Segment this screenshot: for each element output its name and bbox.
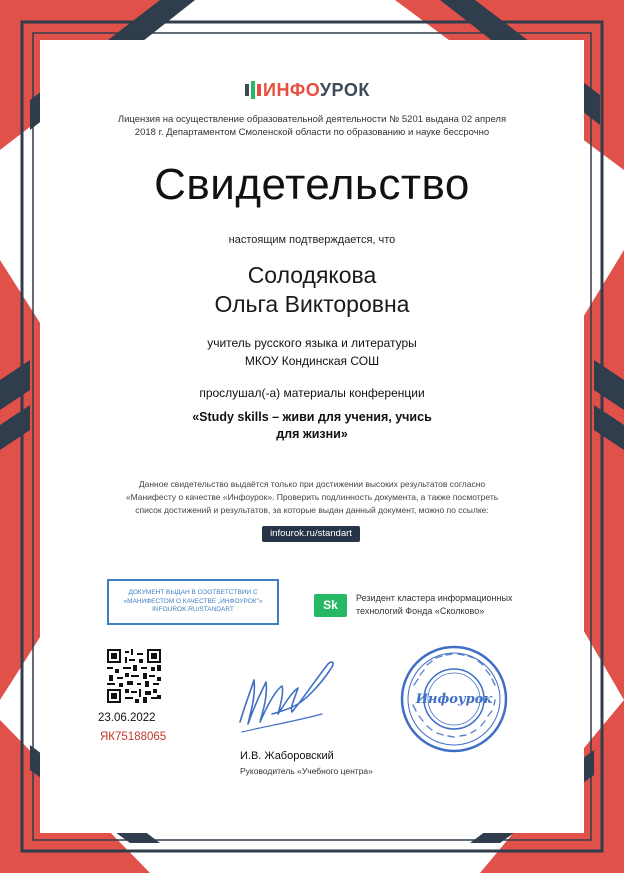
company-seal: [400, 645, 508, 753]
quality-stamp-line-1: ДОКУМЕНТ ВЫДАН В СООТВЕТСТВИИ С: [128, 589, 258, 596]
recipient-role: учитель русского языка и литературы: [207, 336, 417, 350]
issue-date: 23.06.2022: [98, 712, 156, 724]
attended-text: прослушал(-а) материалы конференции: [199, 386, 425, 400]
signature-image: [232, 652, 342, 742]
skolkovo-logo: [314, 594, 347, 617]
license-line-1: Лицензия на осуществление образовательной деятельности № 5201 выдана 02 апреля: [117, 114, 507, 125]
resident-line-2: технологий Фонда «Сколково»: [356, 606, 485, 616]
note-line-1: Данное свидетельство выдаётся только при достижении высоких результатов согласно: [138, 479, 486, 489]
quality-manifest-stamp: [107, 579, 279, 625]
license-line-2: 2018 г. Департаментом Смоленской области по образованию и науке бессрочно: [134, 127, 490, 138]
skolkovo-resident-text: [356, 592, 526, 618]
logo-wordmark: [263, 80, 370, 101]
resident-line-1: Резидент кластера информационных: [356, 593, 513, 603]
signer-name: И.В. Жаборовский: [240, 750, 334, 762]
logo-prefix: ИНФО: [263, 79, 320, 100]
qr-code-icon[interactable]: [107, 649, 161, 703]
event-title-line-2: для жизни»: [276, 427, 348, 441]
infourok-logo: [245, 79, 385, 101]
event-title-line-1: «Study skills – живи для учения, учись: [192, 410, 432, 424]
license-text: [0, 113, 624, 139]
logo-suffix: УРОК: [319, 79, 370, 100]
quality-stamp-line-3: INFOUROK.RU/STANDART: [152, 606, 234, 613]
infourok-logo-icon: [245, 81, 261, 99]
recipient-position: [0, 334, 624, 370]
confirmation-text: настоящим подтверждается, что: [228, 234, 396, 246]
verification-note: [110, 478, 514, 517]
quality-stamp-line-2: «МАНИФЕСТОМ О КАЧЕСТВЕ „ИНФОУРОК"»: [123, 597, 263, 605]
recipient-name: [0, 261, 624, 319]
certificate-title: Свидетельство: [154, 160, 470, 209]
signer-role: Руководитель «Учебного центра»: [240, 766, 373, 776]
recipient-given-name: Ольга Викторовна: [214, 291, 410, 317]
skolkovo-logo-text: Sk: [323, 598, 338, 612]
recipient-surname: Солодякова: [247, 262, 377, 288]
note-line-2: «Манифесту о качестве «Инфоурок». Проверить подлинность документа, а также посмотреть: [125, 492, 499, 502]
recipient-school: МКОУ Кондинская СОШ: [244, 354, 380, 368]
seal-center-text: Инфоурок: [415, 692, 493, 707]
note-line-3: список достижений и результатов, за которые выдан данный документ, можно по ссылке:: [135, 505, 489, 515]
verification-link[interactable]: infourok.ru/standart: [262, 526, 360, 542]
certificate-id: ЯК75188065: [100, 731, 167, 743]
event-title: [170, 409, 454, 443]
